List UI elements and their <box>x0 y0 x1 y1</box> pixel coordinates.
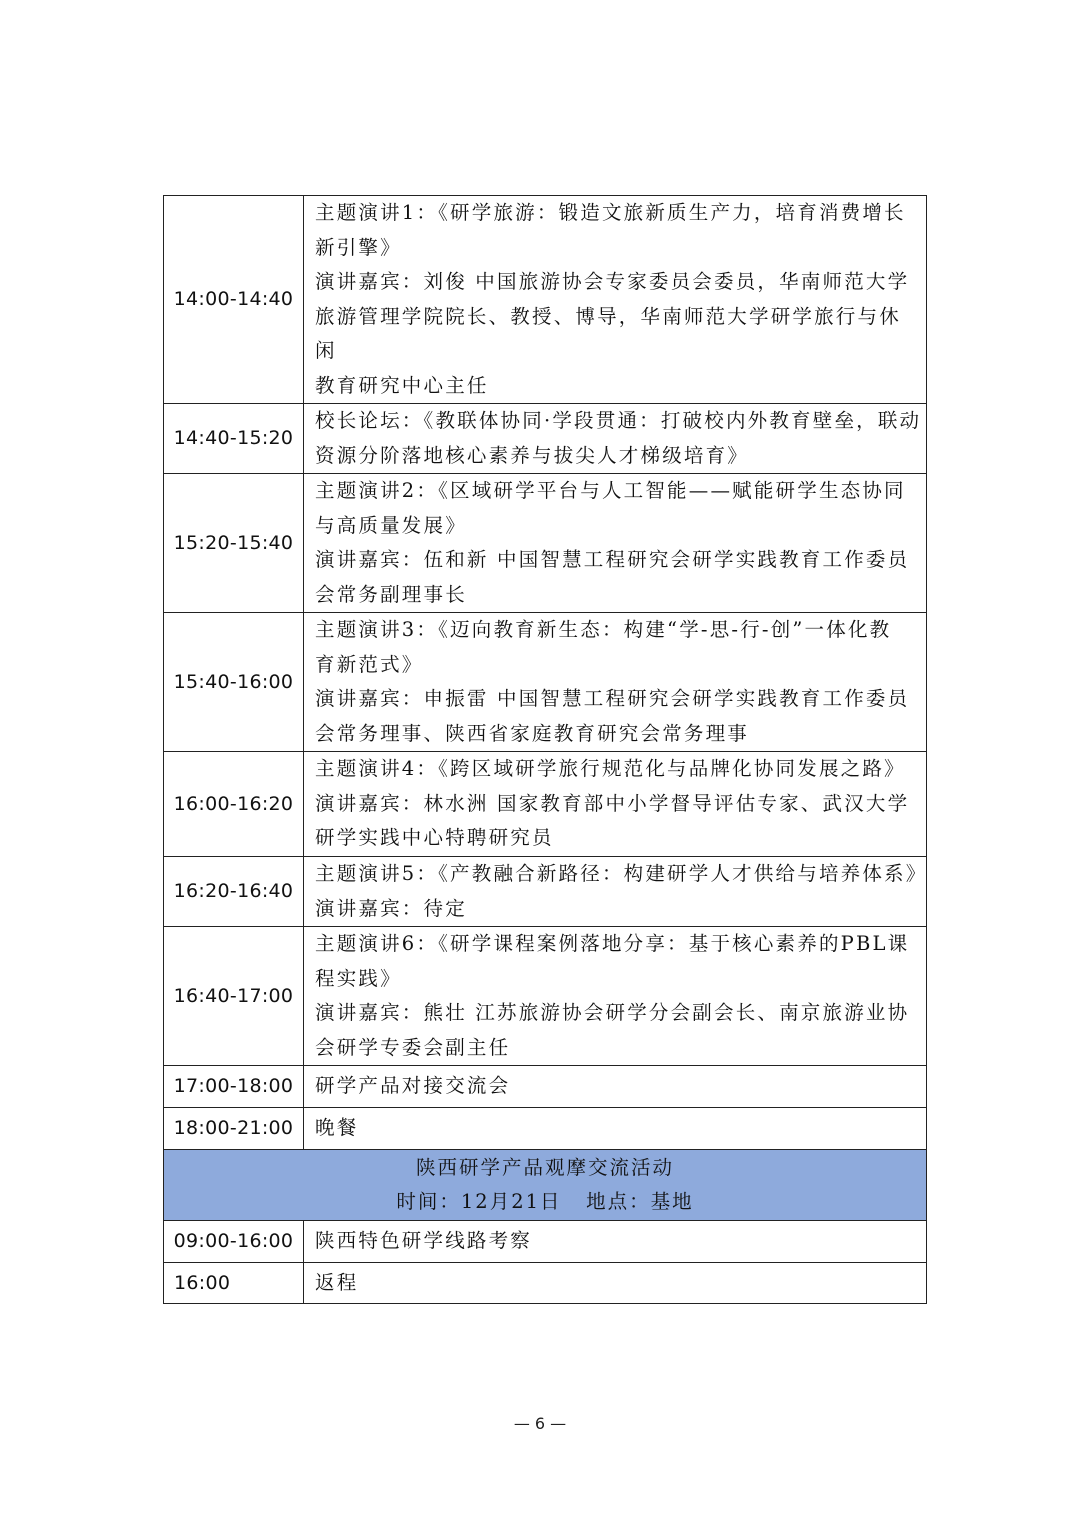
description-cell <box>304 1066 927 1108</box>
text-line: 演讲嘉宾：申振雷 中国智慧工程研究会研学实践教育工作委员 <box>315 687 910 710</box>
text-line: 研学实践中心特聘研究员 <box>315 826 554 850</box>
time-cell: 15:40-16:00 <box>164 613 304 752</box>
time-cell: 09:00-16:00 <box>164 1221 304 1263</box>
time-cell: 14:40-15:20 <box>164 404 304 474</box>
time-cell: 16:00 <box>164 1263 304 1304</box>
text-line: 与高质量发展》 <box>315 513 467 537</box>
description-cell <box>304 196 927 404</box>
text-line: 旅游管理学院院长、教授、博导，华南师范大学研学旅行与休闲 <box>315 304 901 362</box>
text-line: 演讲嘉宾：林水洲 国家教育部中小学督导评估专家、武汉大学 <box>315 791 910 815</box>
agenda-row <box>164 404 927 474</box>
description-cell <box>304 404 927 474</box>
text-line: 会常务副理事长 <box>315 582 467 606</box>
time-cell: 17:00-18:00 <box>164 1066 304 1108</box>
section-subtitle: 时间：12月21日 地点：基地 <box>396 1190 694 1213</box>
section-header-cell <box>164 1150 927 1221</box>
text-line: 育新范式》 <box>315 652 424 676</box>
text-line: 会研学专委会副主任 <box>315 1035 511 1059</box>
description-cell <box>304 1221 927 1263</box>
text-line: 研学产品对接交流会 <box>315 1074 511 1098</box>
time-cell: 18:00-21:00 <box>164 1108 304 1150</box>
agenda-row <box>164 474 927 613</box>
text-line: 演讲嘉宾：熊壮 江苏旅游协会研学分会副会长、南京旅游业协 <box>315 1001 910 1024</box>
text-line: 演讲嘉宾：待定 <box>315 896 467 920</box>
agenda-row <box>164 752 927 857</box>
text-line: 程实践》 <box>315 966 402 990</box>
time-cell: 16:20-16:40 <box>164 857 304 927</box>
text-line: 主题演讲2：《区域研学平台与人工智能——赋能研学生态协同 <box>315 479 906 502</box>
time-cell: 16:00-16:20 <box>164 752 304 857</box>
text-line: 资源分阶落地核心素养与拔尖人才梯级培育》 <box>315 443 750 467</box>
text-line: 教育研究中心主任 <box>315 373 489 397</box>
agenda-row <box>164 1221 927 1263</box>
time-cell: 16:40-17:00 <box>164 927 304 1066</box>
description-cell <box>304 1263 927 1304</box>
page-number: — 6 — <box>513 1414 567 1433</box>
text-line: 校长论坛：《教联体协同·学段贯通：打破校内外教育壁垒，联动 <box>315 409 922 432</box>
agenda-row <box>164 857 927 927</box>
text-line: 主题演讲1：《研学旅游：锻造文旅新质生产力，培育消费增长 <box>315 201 906 224</box>
agenda-row <box>164 1066 927 1108</box>
agenda-row <box>164 1108 927 1150</box>
text-line: 返程 <box>315 1270 359 1294</box>
description-cell <box>304 927 927 1066</box>
text-line: 晚餐 <box>315 1116 359 1140</box>
text-line: 演讲嘉宾：伍和新 中国智慧工程研究会研学实践教育工作委员 <box>315 548 910 571</box>
description-cell <box>304 1108 927 1150</box>
text-line: 会常务理事、陕西省家庭教育研究会常务理事 <box>315 721 750 745</box>
time-cell: 14:00-14:40 <box>164 196 304 404</box>
section-header-band <box>164 1150 927 1221</box>
text-line: 主题演讲5：《产教融合新路径：构建研学人才供给与培养体系》 <box>315 862 928 885</box>
text-line: 新引擎》 <box>315 235 402 259</box>
text-line: 主题演讲4：《跨区域研学旅行规范化与品牌化协同发展之路》 <box>315 757 906 781</box>
agenda-row <box>164 1263 927 1304</box>
description-cell <box>304 613 927 752</box>
time-cell: 15:20-15:40 <box>164 474 304 613</box>
agenda-row <box>164 613 927 752</box>
description-cell <box>304 752 927 857</box>
agenda-row <box>164 196 927 404</box>
text-line: 演讲嘉宾：刘俊 中国旅游协会专家委员会委员，华南师范大学 <box>315 270 910 293</box>
text-line: 主题演讲6：《研学课程案例落地分享：基于核心素养的PBL课 <box>315 932 910 955</box>
description-cell <box>304 474 927 613</box>
text-line: 陕西特色研学线路考察 <box>315 1229 533 1253</box>
agenda-table <box>163 195 927 1304</box>
text-line: 主题演讲3：《迈向教育新生态：构建“学-思-行-创”一体化教 <box>315 618 892 641</box>
description-cell <box>304 857 927 927</box>
agenda-row <box>164 927 927 1066</box>
section-title: 陕西研学产品观摩交流活动 <box>415 1155 674 1179</box>
